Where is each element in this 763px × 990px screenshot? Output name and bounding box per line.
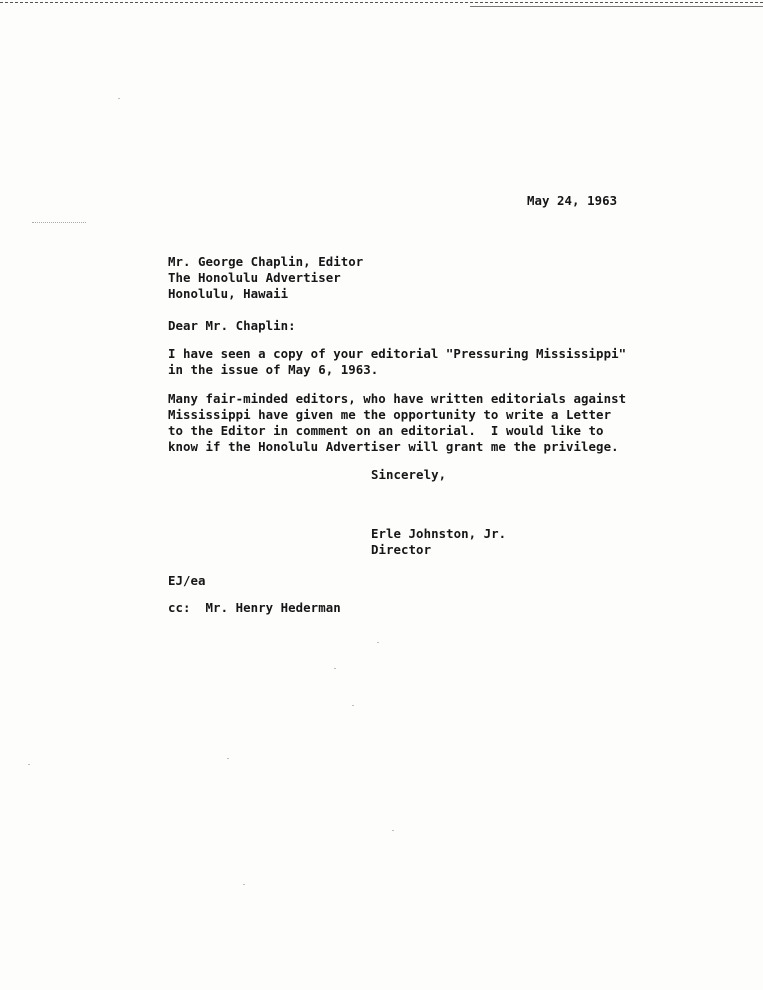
- recipient-name: Mr. George Chaplin, Editor: [168, 254, 364, 269]
- scan-speck: [352, 705, 354, 706]
- paragraph-2-line-2: Mississippi have given me the opportunity to write a Letter: [168, 407, 612, 422]
- closing: Sincerely,: [371, 467, 447, 482]
- scan-speck: [28, 764, 30, 765]
- paragraph-1-line-2: in the issue of May 6, 1963.: [168, 362, 379, 377]
- signer-title: Director: [371, 542, 432, 557]
- scan-speck: [392, 830, 394, 831]
- paragraph-2-line-3: to the Editor in comment on an editorial. I would like to: [168, 423, 604, 438]
- scan-speck: [227, 758, 229, 759]
- margin-mark: [32, 222, 86, 223]
- page-top-edge: [0, 2, 763, 3]
- paragraph-2-line-1: Many fair-minded editors, who have written editorials against: [168, 391, 627, 406]
- letter-date: May 24, 1963: [527, 193, 618, 208]
- typist-initials: EJ/ea: [168, 573, 206, 588]
- paragraph-2-line-4: know if the Honolulu Advertiser will grant me the privilege.: [168, 439, 619, 454]
- scan-speck: [243, 884, 245, 885]
- recipient-organization: The Honolulu Advertiser: [168, 270, 341, 285]
- signer-name: Erle Johnston, Jr.: [371, 526, 507, 541]
- paragraph-1-line-1: I have seen a copy of your editorial "Pressuring Mississippi": [168, 346, 627, 361]
- recipient-city: Honolulu, Hawaii: [168, 286, 289, 301]
- scan-speck: [118, 98, 120, 99]
- salutation: Dear Mr. Chaplin:: [168, 318, 296, 333]
- scan-speck: [334, 668, 336, 669]
- page-top-edge-scan: [470, 6, 763, 7]
- carbon-copy: cc: Mr. Henry Hederman: [168, 600, 341, 615]
- scan-speck: [377, 642, 379, 643]
